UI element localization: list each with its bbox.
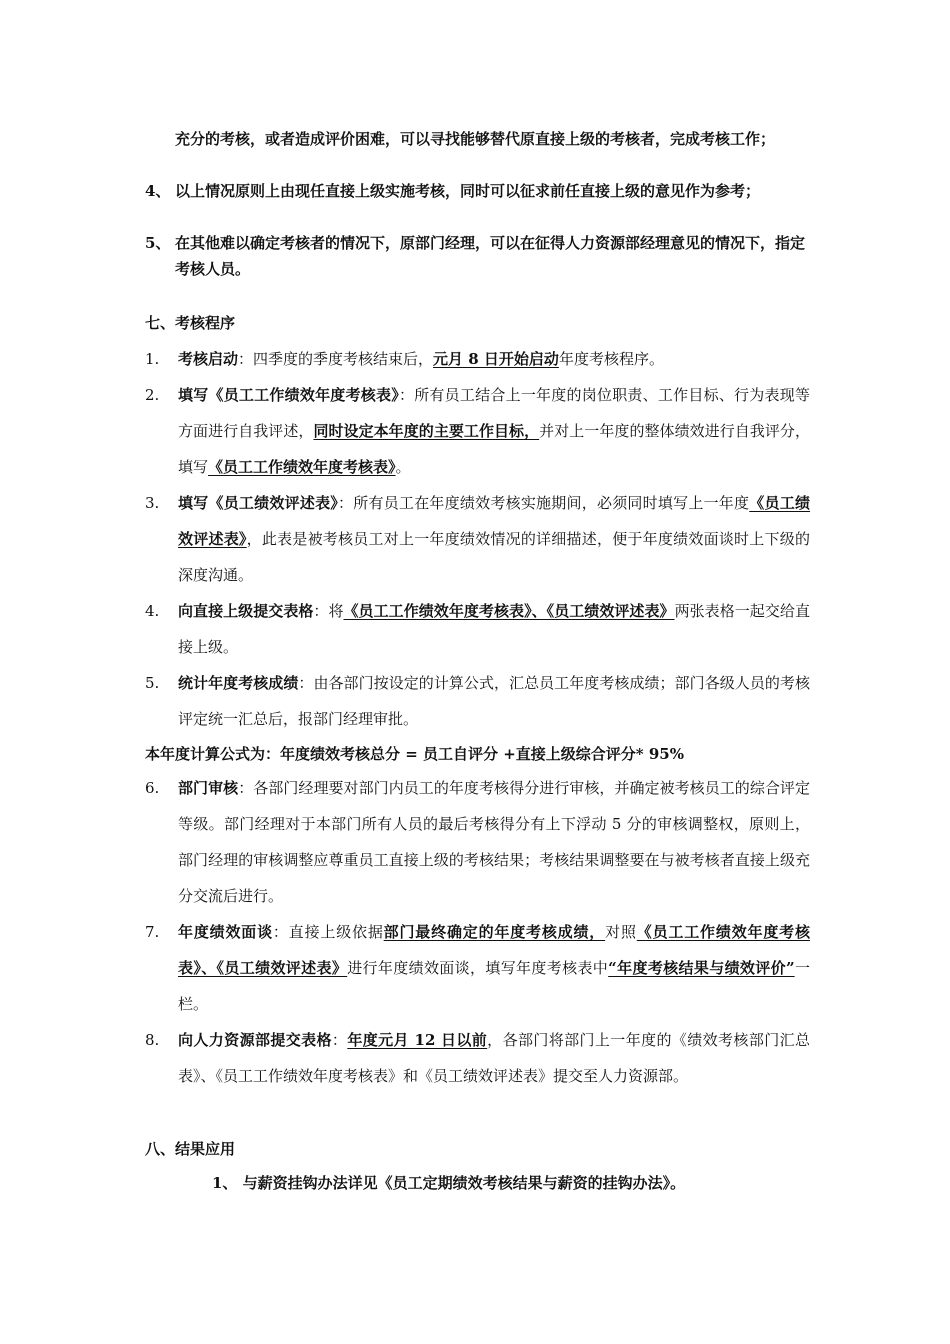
item-sep: ：: [298, 674, 314, 692]
item-sep: ：: [338, 494, 354, 512]
procedure-item-7: [145, 914, 810, 1022]
procedure-item-4: [145, 593, 810, 665]
item-label: 向直接上级提交表格: [178, 602, 314, 620]
section-heading-7: 七、考核程序: [145, 314, 236, 332]
item-text: 直接上级依据: [288, 923, 384, 941]
item-label: 年度绩效面谈: [178, 923, 273, 941]
item-number: 4.: [145, 602, 160, 620]
list-text: 以上情况原则上由现任直接上级实施考核，同时可以征求前任直接上级的意见作为参考；: [175, 182, 761, 200]
item-text: ，此表是被考核员工对上一年度绩效情况的详细描述，便于年度绩效面谈时上下级的深度沟通。: [178, 530, 810, 584]
list-item-4: [145, 178, 810, 204]
item-underline: 年度元月 12 日以前: [347, 1031, 488, 1049]
item-text: 进行年度绩效面谈，填写年度考核表中: [347, 959, 609, 977]
item-text: 各部门经理要对部门内员工的年度考核得分进行审核，并确定被考核员工的综合评定等级。部门经理对于本部门所有人员的最后考核得分有上下浮动 5 分的审核调整权，原则上，部门经理的审核调整应尊重员工直接上级的考核结果；考核结果调整要在与被考核者直接上级充分交流后进行。: [178, 779, 810, 905]
item-number: 8.: [145, 1031, 160, 1049]
item-sep: ：: [331, 1031, 348, 1049]
item-sep: ：: [398, 386, 415, 404]
item-label: 填写《员工工作绩效年度考核表》: [178, 386, 399, 404]
item-label: 统计年度考核成绩: [178, 674, 299, 692]
item-text: 将: [328, 602, 344, 620]
section-heading-8: 八、结果应用: [145, 1140, 236, 1158]
apply-item-1: 1、 与薪资挂钩办法详见《员工定期绩效考核结果与薪资的挂钩办法》。: [212, 1174, 686, 1192]
item-text: 所有员工在年度绩效考核实施期间，必须同时填写上一年度: [353, 494, 750, 512]
item-underline: 元月 8 日开始启动: [433, 350, 559, 368]
item-text: 四季度的季度考核结束后，: [253, 350, 434, 368]
item-sep: ：: [238, 779, 254, 797]
item-text: ，各部门将部门上一年度的《绩效考核部门汇总表》、《员工工作绩效年度考核表》和《员工绩效评述表》提交至人力资源部。: [178, 1031, 810, 1085]
procedure-item-2: [145, 377, 810, 485]
item-underline: 同时设定本年度的主要工作目标，: [313, 422, 540, 440]
procedure-item-8: [145, 1022, 810, 1094]
item-underline: 《员工工作绩效年度考核表》: [208, 458, 396, 476]
paragraph-text: 充分的考核，或者造成评价困难，可以寻找能够替代原直接上级的考核者，完成考核工作；: [175, 130, 776, 148]
procedure-item-3: [145, 485, 810, 593]
item-label: 部门审核: [178, 779, 239, 797]
procedure-item-1: [145, 341, 810, 377]
item-text: 由各部门按设定的计算公式，汇总员工年度考核成绩；部门各级人员的考核评定统一汇总后，报部门经理审批。: [178, 674, 810, 728]
list-number: 4、: [145, 182, 171, 200]
item-underline: 部门最终确定的年度考核成绩，: [383, 923, 606, 941]
item-underline: 《员工工作绩效年度考核表》、《员工绩效评述表》: [343, 602, 675, 620]
item-sep: ：: [272, 923, 289, 941]
item-text: 并对上一年度的整体绩效进行自我评分，填写: [178, 422, 810, 476]
item-text: 年度考核程序。: [558, 350, 664, 368]
list-number: 5、: [145, 234, 171, 252]
item-underline: “年度考核结果与绩效评价”: [608, 959, 795, 977]
item-text: 。: [395, 458, 411, 476]
item-label: 向人力资源部提交表格: [178, 1031, 332, 1049]
item-text: 所有员工结合上一年度的岗位职责、工作目标、行为表现等方面进行自我评述，: [178, 386, 810, 440]
procedure-item-5: [145, 665, 810, 737]
list-item-5: [145, 230, 810, 282]
item-underline: 《员工工作绩效年度考核表》、《员工绩效评述表》: [178, 923, 810, 977]
item-label: 考核启动: [178, 350, 239, 368]
procedure-item-6: [145, 770, 810, 914]
item-sep: ：: [238, 350, 254, 368]
item-number: 6.: [145, 779, 160, 797]
item-underline: 《员工绩效评述表》: [178, 494, 810, 548]
item-number: 5.: [145, 674, 160, 692]
item-text: 两张表格一起交给直接上级。: [178, 602, 810, 656]
item-sep: ：: [313, 602, 329, 620]
list-text: 在其他难以确定考核者的情况下，原部门经理，可以在征得人力资源部经理意见的情况下，指定考核人员。: [175, 234, 806, 278]
item-text: 对照: [605, 923, 637, 941]
formula-line: 本年度计算公式为：年度绩效考核总分 = 员工自评分 +直接上级综合评分* 95%: [145, 745, 684, 763]
item-number: 7.: [145, 923, 160, 941]
item-number: 3.: [145, 494, 160, 512]
item-text: 一栏。: [178, 959, 810, 1013]
item-number: 2.: [145, 386, 160, 404]
item-label: 填写《员工绩效评述表》: [178, 494, 339, 512]
item-number: 1.: [145, 350, 160, 368]
continuation-paragraph: [145, 126, 810, 152]
